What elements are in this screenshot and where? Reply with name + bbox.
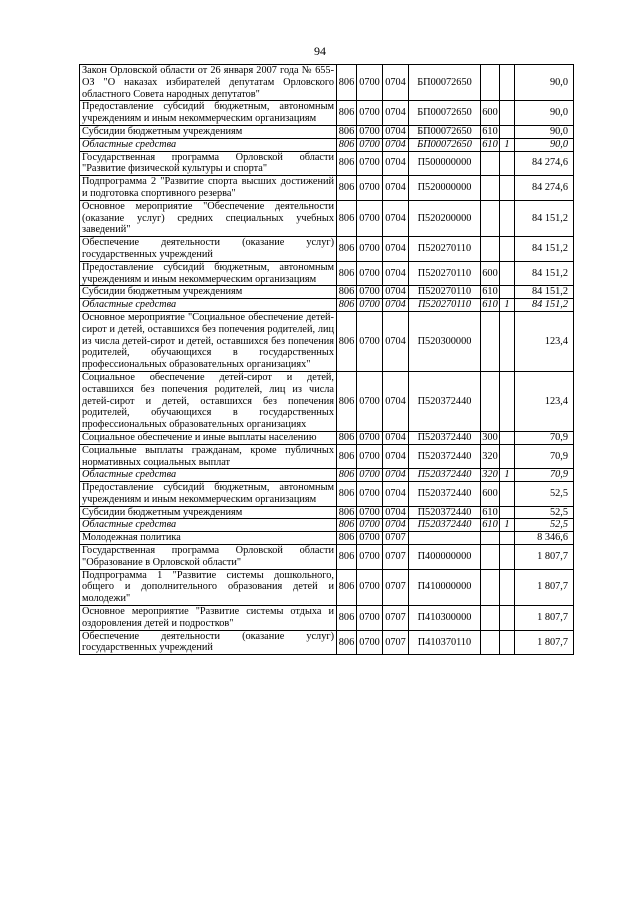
table-row	[80, 200, 574, 236]
section-code: 0700	[357, 532, 383, 545]
table-row	[80, 371, 574, 431]
target-item-code: П410000000	[409, 569, 481, 605]
funding-source-code	[500, 431, 515, 444]
funding-source-code	[500, 200, 515, 236]
funding-source-code	[500, 125, 515, 138]
ved-code: 806	[337, 371, 357, 431]
section-code: 0700	[357, 506, 383, 519]
expense-type-code	[481, 151, 500, 176]
section-code: 0700	[357, 469, 383, 482]
table-row	[80, 237, 574, 262]
expense-type-code	[481, 606, 500, 631]
row-name: Предоставление субсидий бюджетным, автономным учреждениям и иным некоммерческим организациям	[80, 261, 337, 286]
amount: 84 274,6	[515, 176, 574, 201]
target-item-code: П500000000	[409, 151, 481, 176]
subsection-code: 0704	[383, 101, 409, 126]
amount: 52,5	[515, 519, 574, 532]
subsection-code: 0704	[383, 431, 409, 444]
expense-type-code: 320	[481, 444, 500, 469]
expense-type-code: 300	[482, 431, 498, 443]
table-row	[80, 482, 574, 507]
target-item-code: П520000000	[409, 176, 481, 201]
subsection-code: 0707	[383, 606, 409, 631]
target-item-code: П520372440	[409, 519, 481, 532]
expense-type-code: 320	[482, 469, 498, 481]
section-code: 0700	[357, 569, 383, 605]
section-code: 0700	[357, 545, 383, 570]
funding-source-code	[500, 311, 515, 371]
section-code: 0700	[357, 630, 383, 655]
ved-code: 806	[337, 138, 357, 151]
ved-code: 806	[337, 444, 357, 469]
expense-type-code	[481, 200, 500, 236]
ved-code: 806	[337, 630, 357, 655]
table-row	[80, 431, 574, 444]
table-row	[80, 532, 574, 545]
funding-source-code	[500, 371, 515, 431]
row-name: Областные средства	[80, 469, 337, 482]
amount: 84 151,2	[515, 261, 574, 286]
subsection-code: 0704	[383, 176, 409, 201]
funding-source-code: 1	[500, 299, 515, 312]
expense-type-code: 600	[481, 261, 500, 286]
target-item-code: П520200000	[409, 200, 481, 236]
ved-code: 806	[337, 532, 357, 545]
ved-code: 806	[337, 200, 357, 236]
target-item-code: П410370110	[409, 630, 481, 655]
funding-source-code	[500, 532, 515, 545]
table-row	[80, 261, 574, 286]
row-name: Предоставление субсидий бюджетным, автономным учреждениям и иным некоммерческим организациям	[80, 101, 337, 126]
table-row	[80, 286, 574, 299]
amount: 84 151,2	[515, 200, 574, 236]
expense-type-code: 600	[481, 482, 500, 507]
subsection-code: 0704	[383, 519, 409, 532]
ved-code: 806	[337, 151, 357, 176]
expense-type-code: 610	[482, 286, 498, 298]
ved-code: 806	[337, 545, 357, 570]
ved-code: 806	[337, 606, 357, 631]
ved-code: 806	[337, 431, 357, 444]
row-name: Социальное обеспечение и иные выплаты населению	[80, 431, 337, 444]
row-name: Закон Орловской области от 26 января 2007 года № 655-ОЗ "О наказах избирателей депутатам Орловского областного Совета народных депутатов"	[80, 65, 337, 101]
subsection-code: 0704	[383, 444, 409, 469]
amount: 1 807,7	[515, 630, 574, 655]
funding-source-code	[500, 482, 515, 507]
amount: 90,0	[515, 125, 574, 138]
table-row	[80, 444, 574, 469]
amount: 1 807,7	[515, 569, 574, 605]
target-item-code: П520372440	[409, 469, 481, 482]
row-name: Основное мероприятие "Развитие системы отдыха и оздоровления детей и подростков"	[80, 606, 337, 631]
subsection-code: 0704	[383, 65, 409, 101]
subsection-code: 0704	[383, 138, 409, 151]
target-item-code: БП00072650	[409, 125, 481, 138]
amount: 123,4	[515, 371, 574, 431]
ved-code: 806	[337, 311, 357, 371]
expense-type-code: 610	[482, 138, 498, 150]
expense-type-code: 610	[482, 506, 498, 518]
table-row	[80, 630, 574, 655]
ved-code: 806	[337, 519, 357, 532]
subsection-code: 0704	[383, 506, 409, 519]
expense-type-code	[481, 176, 500, 201]
expense-type-code	[481, 630, 500, 655]
target-item-code: П520372440	[409, 506, 481, 519]
target-item-code: П520270110	[409, 261, 481, 286]
amount: 52,5	[515, 482, 574, 507]
expense-type-code	[481, 569, 500, 605]
section-code: 0700	[357, 65, 383, 101]
row-name: Областные средства	[80, 519, 337, 532]
target-item-code: П520372440	[409, 431, 481, 444]
subsection-code: 0704	[383, 237, 409, 262]
target-item-code: БП00072650	[409, 138, 481, 151]
row-name: Предоставление субсидий бюджетным, автономным учреждениям и иным некоммерческим организациям	[80, 482, 337, 507]
funding-source-code	[500, 176, 515, 201]
row-name: Подпрограмма 1 "Развитие системы дошкольного, общего и дополнительного образования детей и молодежи"	[80, 569, 337, 605]
ved-code: 806	[337, 299, 357, 312]
table-row	[80, 569, 574, 605]
funding-source-code	[500, 261, 515, 286]
table-row	[80, 606, 574, 631]
table-row	[80, 65, 574, 101]
amount: 70,9	[515, 469, 574, 482]
expense-type-code	[481, 311, 500, 371]
subsection-code: 0704	[383, 371, 409, 431]
row-name: Субсидии бюджетным учреждениям	[80, 506, 337, 519]
subsection-code: 0704	[383, 200, 409, 236]
table-row	[80, 519, 574, 532]
subsection-code: 0704	[383, 125, 409, 138]
target-item-code: П520372440	[409, 482, 481, 507]
subsection-code: 0707	[383, 532, 409, 545]
funding-source-code	[500, 65, 515, 101]
section-code: 0700	[357, 151, 383, 176]
amount: 1 807,7	[515, 606, 574, 631]
subsection-code: 0704	[383, 286, 409, 299]
row-name: Социальные выплаты гражданам, кроме публичных нормативных социальных выплат	[80, 444, 337, 469]
amount: 84 151,2	[515, 237, 574, 262]
table-row	[80, 506, 574, 519]
expense-type-code: 610	[482, 519, 498, 531]
ved-code: 806	[337, 237, 357, 262]
funding-source-code: 1	[500, 138, 515, 151]
section-code: 0700	[357, 431, 383, 444]
funding-source-code	[500, 569, 515, 605]
section-code: 0700	[357, 237, 383, 262]
amount: 90,0	[515, 65, 574, 101]
expense-type-code: 610	[482, 125, 498, 137]
table-row	[80, 176, 574, 201]
section-code: 0700	[357, 200, 383, 236]
funding-source-code	[500, 151, 515, 176]
target-item-code: БП00072650	[409, 65, 481, 101]
target-item-code: П400000000	[409, 545, 481, 570]
section-code: 0700	[357, 519, 383, 532]
amount: 84 151,2	[515, 286, 574, 299]
expense-type-code	[481, 545, 500, 570]
section-code: 0700	[357, 101, 383, 126]
section-code: 0700	[357, 138, 383, 151]
row-name: Обеспечение деятельности (оказание услуг) государственных учреждений	[80, 237, 337, 262]
ved-code: 806	[337, 176, 357, 201]
target-item-code	[409, 532, 481, 545]
ved-code: 806	[337, 261, 357, 286]
amount: 70,9	[515, 431, 574, 444]
row-name: Молодежная политика	[80, 532, 337, 545]
section-code: 0700	[357, 125, 383, 138]
target-item-code: П520300000	[409, 311, 481, 371]
amount: 52,5	[515, 506, 574, 519]
subsection-code: 0704	[383, 299, 409, 312]
expense-type-code	[481, 65, 500, 101]
ved-code: 806	[337, 569, 357, 605]
funding-source-code	[500, 606, 515, 631]
subsection-code: 0704	[383, 469, 409, 482]
table-row	[80, 125, 574, 138]
ved-code: 806	[337, 482, 357, 507]
row-name: Субсидии бюджетным учреждениям	[80, 125, 337, 138]
ved-code: 806	[337, 125, 357, 138]
ved-code: 806	[337, 469, 357, 482]
expense-type-code: 610	[482, 299, 498, 311]
page-number: 94	[314, 44, 326, 58]
row-name: Социальное обеспечение детей-сирот и детей, оставшихся без попечения родителей, лиц из числа детей-сирот и детей, оставшихся без попечения родителей, обучающихся в государственных профессиональных образовательных организациях	[80, 371, 337, 431]
table-row	[80, 138, 574, 151]
section-code: 0700	[357, 261, 383, 286]
subsection-code: 0707	[383, 569, 409, 605]
subsection-code: 0704	[383, 482, 409, 507]
section-code: 0700	[357, 371, 383, 431]
expense-type-code	[481, 532, 500, 545]
funding-source-code: 1	[500, 469, 515, 482]
table-row	[80, 151, 574, 176]
row-name: Основное мероприятие "Обеспечение деятельности (оказание услуг) средних специальных учебных заведений"	[80, 200, 337, 236]
section-code: 0700	[357, 444, 383, 469]
section-code: 0700	[357, 482, 383, 507]
subsection-code: 0704	[383, 151, 409, 176]
row-name: Субсидии бюджетным учреждениям	[80, 286, 337, 299]
target-item-code: П520270110	[409, 299, 481, 312]
target-item-code: П520270110	[409, 286, 481, 299]
funding-source-code	[500, 444, 515, 469]
ved-code: 806	[337, 286, 357, 299]
section-code: 0700	[357, 286, 383, 299]
expense-type-code	[481, 371, 500, 431]
table-row	[80, 101, 574, 126]
section-code: 0700	[357, 606, 383, 631]
subsection-code: 0704	[383, 261, 409, 286]
table-row	[80, 311, 574, 371]
row-name: Обеспечение деятельности (оказание услуг) государственных учреждений	[80, 630, 337, 655]
amount: 84 274,6	[515, 151, 574, 176]
row-name: Областные средства	[80, 138, 337, 151]
target-item-code: П520372440	[409, 371, 481, 431]
table-row	[80, 469, 574, 482]
row-name: Областные средства	[80, 299, 337, 312]
amount: 123,4	[515, 311, 574, 371]
expense-type-code	[481, 237, 500, 262]
amount: 8 346,6	[515, 532, 574, 545]
table-row	[80, 299, 574, 312]
section-code: 0700	[357, 299, 383, 312]
amount: 1 807,7	[515, 545, 574, 570]
amount: 70,9	[515, 444, 574, 469]
target-item-code: П520270110	[409, 237, 481, 262]
target-item-code: БП00072650	[409, 101, 481, 126]
funding-source-code	[500, 545, 515, 570]
subsection-code: 0707	[383, 545, 409, 570]
row-name: Государственная программа Орловской области "Образование в Орловской области"	[80, 545, 337, 570]
ved-code: 806	[337, 65, 357, 101]
budget-table	[79, 64, 574, 655]
funding-source-code	[500, 506, 515, 519]
subsection-code: 0704	[383, 311, 409, 371]
amount: 90,0	[515, 101, 574, 126]
row-name: Подпрограмма 2 "Развитие спорта высших достижений и подготовка спортивного резерва"	[80, 176, 337, 201]
target-item-code: П410300000	[409, 606, 481, 631]
expense-type-code: 600	[481, 101, 500, 126]
row-name: Государственная программа Орловской области "Развитие физической культуры и спорта"	[80, 151, 337, 176]
section-code: 0700	[357, 311, 383, 371]
ved-code: 806	[337, 506, 357, 519]
amount: 84 151,2	[515, 299, 574, 312]
target-item-code: П520372440	[409, 444, 481, 469]
funding-source-code	[500, 237, 515, 262]
ved-code: 806	[337, 101, 357, 126]
subsection-code: 0707	[383, 630, 409, 655]
section-code: 0700	[357, 176, 383, 201]
funding-source-code	[500, 286, 515, 299]
funding-source-code	[500, 630, 515, 655]
row-name: Основное мероприятие "Социальное обеспечение детей-сирот и детей, оставшихся без попечения родителей, лиц из числа детей-сирот и детей, оставшихся без попечения родителей, обучающихся в государственных профессиональных образовательных организациях"	[80, 311, 337, 371]
funding-source-code	[500, 101, 515, 126]
table-row	[80, 545, 574, 570]
amount: 90,0	[515, 138, 574, 151]
funding-source-code: 1	[500, 519, 515, 532]
